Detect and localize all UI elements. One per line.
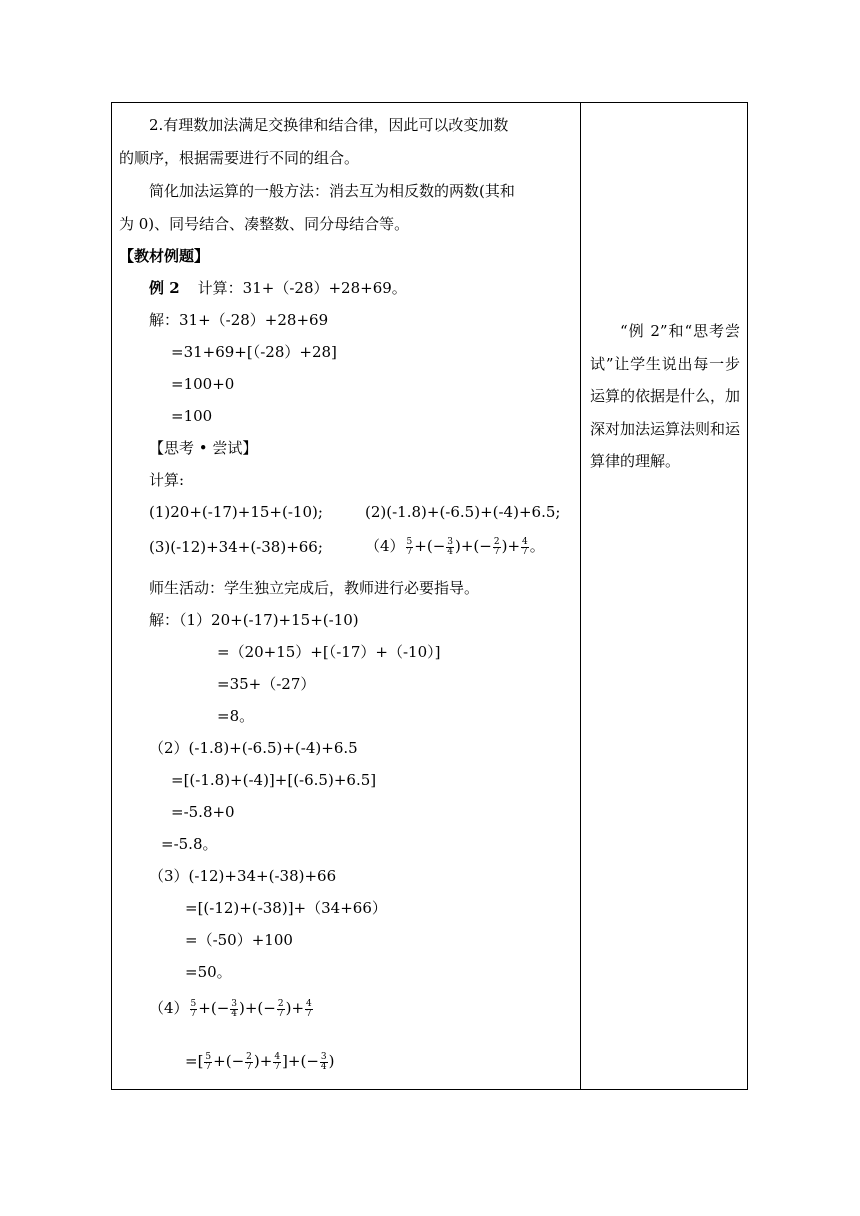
side-note-text: “例 2”和“思考尝试”让学生说出每一步运算的依据是什么，加深对加法运算法则和运算律的理解。: [590, 322, 741, 470]
side-note: [590, 315, 740, 478]
fraction: $\frac{3}{4}$: [320, 1051, 327, 1072]
think-heading: 【思考 • 尝试】: [149, 439, 258, 457]
answer-3-line-1: （3）(-12)+34+(-38)+66: [149, 867, 337, 885]
answer-2-line-1: （2）(-1.8)+(-6.5)+(-4)+6.5: [149, 739, 358, 757]
fraction: $\frac{5}{7}$: [406, 536, 413, 557]
activity-text: 师生活动：学生独立完成后，教师进行必要指导。: [149, 579, 480, 597]
answer-1-line-3: =35+（-27）: [217, 675, 316, 693]
solution-line-4: =100: [171, 407, 213, 425]
fraction: $\frac{5}{7}$: [205, 1051, 212, 1072]
answer-3-line-3: =（-50）+100: [185, 931, 293, 949]
answer-1-line-4: =8。: [217, 707, 255, 725]
answer-4-line-2: =[ $\frac{5}{7}$ +(− $\frac{2}{7}$ )+ $\frac{4}{7}$ ]+(− $\frac{3}{4}$ ): [185, 1051, 335, 1072]
fraction: $\frac{2}{7}$: [493, 536, 500, 557]
column-divider: [580, 103, 581, 1089]
paragraph-2-line-2: 为 0)、同号结合、凑整数、同分母结合等。: [119, 215, 410, 233]
example-label: 例 2: [149, 279, 180, 297]
answer-1-line-1: 解：（1）20+(-17)+15+(-10): [149, 611, 359, 629]
answer-4-line-1: （4） $\frac{5}{7}$ +(− $\frac{3}{4}$ )+(− $\frac{2}{7}$ )+ $\frac{4}{7}$: [149, 998, 312, 1019]
compute-label: 计算:: [149, 471, 185, 489]
example-text: 计算：31+（-28）+28+69。: [197, 279, 407, 297]
question-2: (2)(-1.8)+(-6.5)+(-4)+6.5;: [365, 503, 561, 521]
answer-2-line-2: =[(-1.8)+(-4)]+[(-6.5)+6.5]: [171, 771, 377, 789]
paragraph-2-line-1: 简化加法运算的一般方法：消去互为相反数的两数(其和: [149, 182, 515, 200]
answer-3-line-4: =50。: [185, 963, 232, 981]
paragraph-1-line-1: 2.有理数加法满足交换律和结合律，因此可以改变加数: [149, 116, 509, 134]
fraction: $\frac{2}{7}$: [246, 1051, 252, 1072]
example-heading: [149, 278, 407, 298]
fraction: $\frac{3}{4}$: [447, 536, 454, 557]
solution-line-2: =31+69+[（-28）+28]: [171, 343, 337, 361]
fraction: $\frac{4}{7}$: [274, 1051, 281, 1072]
fraction: $\frac{3}{4}$: [231, 998, 238, 1019]
answer-1-line-2: =（20+15）+[（-17）+（-10）]: [217, 643, 441, 661]
solution-line-1: 解：31+（-28）+28+69: [149, 311, 329, 329]
lesson-table: [111, 102, 748, 1090]
answer-3-line-2: =[(-12)+(-38)]+（34+66）: [185, 899, 387, 917]
fraction: $\frac{2}{7}$: [277, 998, 284, 1019]
question-3: (3)(-12)+34+(-38)+66;: [149, 538, 323, 556]
answer-2-line-4: =-5.8。: [161, 835, 218, 853]
fraction: $\frac{5}{7}$: [190, 998, 197, 1019]
fraction: $\frac{4}{7}$: [522, 536, 528, 557]
solution-line-3: =100+0: [171, 375, 235, 393]
answer-2-line-3: =-5.8+0: [171, 803, 235, 821]
paragraph-1-line-2: 的顺序，根据需要进行不同的组合。: [119, 149, 360, 167]
question-1: (1)20+(-17)+15+(-10);: [149, 503, 323, 521]
fraction: $\frac{4}{7}$: [306, 998, 312, 1019]
question-4: （4） $\frac{5}{7}$ +(− $\frac{3}{4}$ )+(− $\frac{2}{7}$ )+ $\frac{4}{7}$ 。: [365, 536, 545, 557]
section-heading: 【教材例题】: [119, 247, 210, 265]
answer-4-label: （4）: [149, 999, 189, 1017]
question-4-label: （4）: [365, 537, 405, 555]
